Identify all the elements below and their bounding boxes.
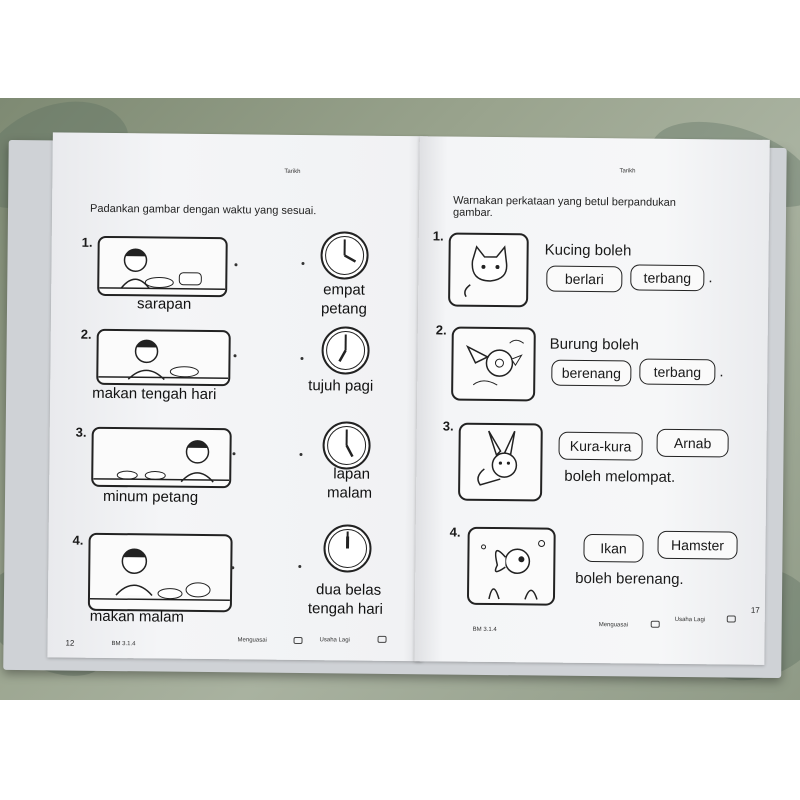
right-page (414, 136, 769, 665)
sentence-text: Kucing boleh (544, 241, 632, 260)
picture-breakfast (97, 236, 228, 297)
item-number: 4. (72, 532, 84, 548)
choice-arnab[interactable]: Arnab (656, 429, 728, 458)
match-dot[interactable] (231, 566, 234, 569)
picture-lunch (96, 329, 231, 386)
match-dot[interactable] (298, 565, 301, 568)
footer-code: BM 3.1.4 (472, 626, 497, 634)
item-number: 2. (435, 322, 447, 338)
sentence-text: boleh melompat. (564, 467, 676, 486)
item-number: 4. (449, 524, 461, 540)
caption: makan tengah hari (92, 384, 217, 404)
time-label: tujuh pagi (308, 377, 374, 395)
time-label: tengah hari (307, 600, 384, 618)
picture-bird (451, 327, 536, 402)
child-eating-icon (93, 429, 230, 486)
checkbox[interactable] (651, 621, 660, 628)
sentence-text: boleh berenang. (575, 569, 684, 589)
bird-icon (453, 329, 534, 400)
caption: minum petang (102, 487, 199, 506)
checkbox[interactable] (378, 636, 387, 643)
caption: makan malam (89, 607, 185, 626)
match-dot[interactable] (301, 262, 304, 265)
item-number: 1. (432, 228, 444, 244)
instruction: Warnakan perkataan yang betul berpandukan (453, 194, 677, 209)
page-number: 12 (65, 638, 75, 648)
time-label: petang (320, 300, 367, 318)
clock-icon (321, 420, 372, 471)
item-number: 1. (81, 234, 93, 250)
match-dot[interactable] (234, 263, 237, 266)
footer-mark: Usaha Lagi (319, 637, 350, 644)
time-label: lapan (333, 465, 371, 483)
sentence-period: . (708, 269, 713, 287)
time-label: malam (326, 484, 373, 502)
instruction: Padankan gambar dengan waktu yang sesuai. (89, 202, 317, 218)
choice-hamster[interactable]: Hamster (657, 531, 737, 560)
choice-ikan[interactable]: Ikan (583, 534, 643, 563)
caption: sarapan (136, 295, 192, 313)
cat-icon (450, 235, 527, 306)
rabbit-icon (460, 425, 541, 500)
picture-cat (448, 233, 529, 308)
footer-mark: Menguasai (237, 637, 267, 644)
item-number: 3. (75, 424, 87, 440)
match-dot[interactable] (232, 452, 235, 455)
match-dot[interactable] (234, 354, 237, 357)
child-eating-icon (98, 331, 229, 384)
page-number: 17 (750, 605, 760, 615)
fish-icon (469, 529, 554, 604)
time-label: empat (323, 281, 366, 299)
choice-terbang[interactable]: terbang (639, 359, 715, 386)
instruction: gambar. (452, 206, 493, 219)
checkbox[interactable] (727, 615, 736, 622)
sentence-text: Burung boleh (549, 335, 639, 354)
choice-terbang[interactable]: terbang (630, 264, 704, 291)
match-dot[interactable] (299, 453, 302, 456)
item-number: 3. (442, 418, 454, 434)
footer-mark: Menguasai (598, 622, 629, 629)
photo-background (0, 98, 800, 700)
time-label: dua belas (315, 581, 382, 599)
date-label: Tarikh (619, 168, 636, 175)
clock-icon (320, 325, 371, 376)
workbook-spread (9, 132, 785, 680)
choice-kura-kura[interactable]: Kura-kura (558, 432, 642, 461)
item-number: 2. (80, 326, 92, 342)
child-eating-icon (90, 535, 231, 610)
clock-icon (319, 230, 370, 281)
clock-icon (322, 523, 373, 574)
picture-dinner (88, 533, 233, 613)
sentence-period: . (719, 363, 724, 381)
left-page (47, 132, 427, 661)
child-eating-icon (99, 238, 226, 295)
picture-rabbit (458, 423, 543, 502)
match-dot[interactable] (300, 357, 303, 360)
footer-code: BM 3.1.4 (111, 641, 136, 648)
footer-mark: Usaha Lagi (674, 616, 706, 624)
date-label: Tarikh (284, 168, 301, 175)
picture-fish (467, 527, 556, 606)
checkbox[interactable] (294, 637, 303, 644)
picture-tea (91, 427, 232, 488)
choice-berenang[interactable]: berenang (551, 360, 631, 387)
choice-berlari[interactable]: berlari (546, 266, 622, 293)
